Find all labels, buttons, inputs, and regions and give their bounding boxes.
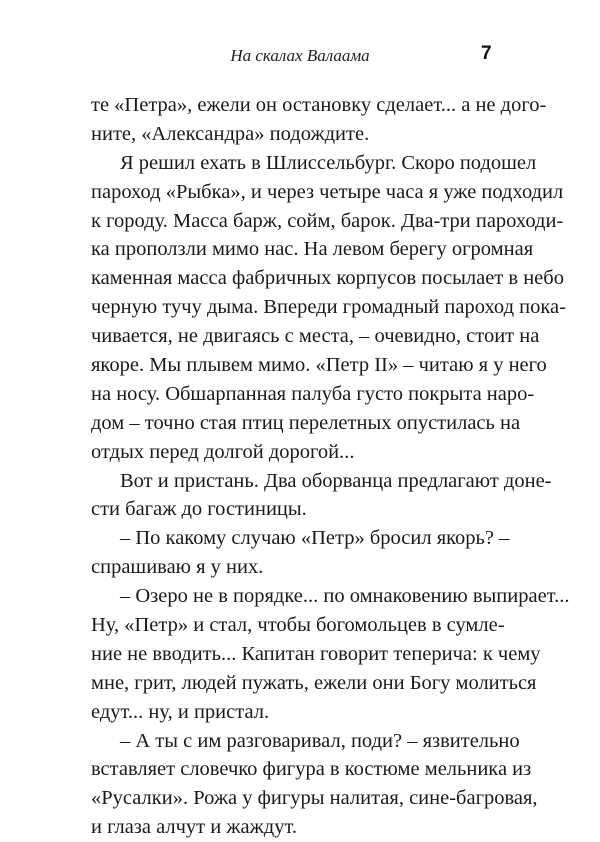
text-line: вставляет словечко фигура в костюме мельника из [91, 758, 532, 781]
page-number: 7 [481, 43, 492, 64]
paragraph [91, 91, 547, 149]
text-line: Я решил ехать в Шлиссельбург. Скоро подошел [120, 151, 537, 174]
text-line: – А ты с им разговаривал, поди? – язвительно [120, 729, 520, 752]
paragraph [91, 727, 538, 842]
text-line: Вот и пристань. Два оборванца предлагают доне- [120, 469, 552, 492]
text-line: спрашиваю я у них. [91, 556, 264, 579]
text-line: к городу. Масса барж, сойм, барок. Два-три пароходи- [91, 209, 564, 232]
paragraph [91, 149, 566, 467]
running-head [0, 44, 600, 68]
text-line: отдых перед долгой дорогой... [91, 440, 355, 463]
text-line: чивается, не двигаясь с места, – очевидно, стоит на [91, 325, 540, 348]
text-line: Ну, «Петр» и стал, чтобы богомольцев в сумле- [91, 614, 505, 637]
text-line: каменная масса фабричных корпусов посылает в небо [91, 267, 564, 290]
text-line: ните, «Александра» подождите. [91, 122, 370, 145]
body-text [91, 91, 570, 842]
text-line: «Русалки». Рожа у фигуры налитая, сине-багровая, [91, 787, 538, 810]
text-line: и глаза алчут и жаждут. [91, 816, 298, 839]
paragraph [91, 524, 510, 582]
running-title: На скалах Валаама [230, 46, 370, 65]
text-line: ние не вводить... Капитан говорит теперича: к чему [91, 642, 541, 665]
text-line: мне, грит, людей пужать, ежели они Богу молиться [91, 671, 537, 694]
paragraph [91, 582, 570, 726]
text-line: дом – точно стая птиц перелетных опустилась на [91, 411, 521, 434]
text-line: – По какому случаю «Петр» бросил якорь? – [120, 527, 510, 550]
text-line: едут... ну, и пристал. [91, 700, 270, 723]
paragraph [91, 467, 552, 525]
text-line: черную тучу дыма. Впереди громадный пароход пока- [91, 296, 566, 319]
text-line: якоре. Мы плывем мимо. «Петр II» – читаю я у него [91, 354, 547, 377]
text-line: те «Петра», ежели он остановку сделает... а не дого- [91, 94, 547, 116]
text-line: ка проползли мимо нас. На левом берегу огромная [91, 238, 534, 261]
text-line: – Озеро не в порядке... по омнаковению выпирает... [120, 585, 570, 608]
text-line: сти багаж до гостиницы. [91, 498, 307, 521]
text-line: на носу. Обшарпанная палуба густо покрыта наро- [91, 382, 535, 405]
text-line: пароход «Рыбка», и через четыре часа я уже подходил [91, 180, 564, 203]
